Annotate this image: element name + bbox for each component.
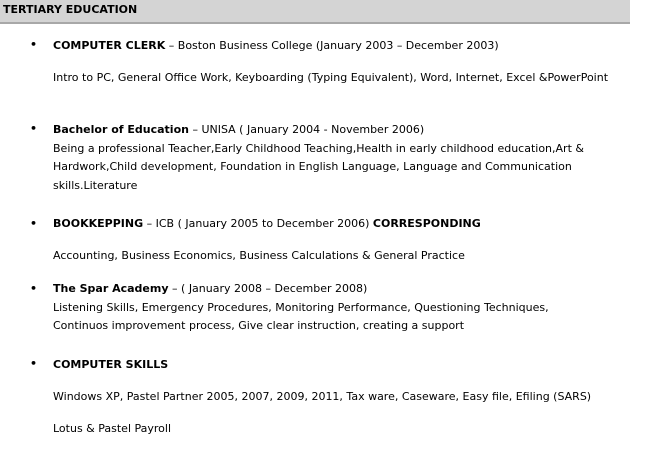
entry-detail: Continuos improvement process, Give clear instruction, creating a support xyxy=(53,319,465,332)
entry-title: COMPUTER SKILLS xyxy=(53,358,169,371)
entry-detail: Hardwork,Child development, Foundation in English Language, Language and Communication xyxy=(53,160,572,173)
entry-detail: Intro to PC, General Office Work, Keyboarding (Typing Equivalent), Word, Internet, Excel &PowerPoint xyxy=(53,71,609,84)
entry-subtitle: – Boston Business College (January 2003 – December 2003) xyxy=(165,39,499,52)
bullet-icon: • xyxy=(30,122,38,135)
entry-heading xyxy=(53,217,481,230)
bullet-icon: • xyxy=(30,282,38,295)
entry-detail: Listening Skills, Emergency Procedures, Monitoring Performance, Questioning Techniques, xyxy=(53,301,549,314)
section-header-bar xyxy=(0,0,630,24)
entry-detail: Lotus & Pastel Payroll xyxy=(53,422,172,435)
bullet-icon: • xyxy=(30,38,38,51)
entry-subtitle: – ICB ( January 2005 to December 2006) xyxy=(143,217,373,230)
section-title: TERTIARY EDUCATION xyxy=(3,3,138,16)
entry-subtitle: – UNISA ( January 2004 - November 2006) xyxy=(188,123,425,136)
entry-title: The Spar Academy xyxy=(53,282,169,295)
entry-title: BOOKKEPPING xyxy=(53,217,144,230)
bullet-icon: • xyxy=(30,217,38,230)
entry-heading xyxy=(53,358,168,371)
entry-title: COMPUTER CLERK xyxy=(53,39,166,52)
entry-title: Bachelor of Education xyxy=(53,123,189,136)
entry-title-suffix: CORRESPONDING xyxy=(372,217,481,230)
entry-detail: Accounting, Business Economics, Business Calculations & General Practice xyxy=(53,249,465,262)
entry-detail: skills.Literature xyxy=(53,179,138,192)
entry-detail: Windows XP, Pastel Partner 2005, 2007, 2009, 2011, Tax ware, Caseware, Easy file, Efiling (SARS) xyxy=(53,390,592,403)
entry-heading xyxy=(53,123,424,136)
entry-detail: Being a professional Teacher,Early Childhood Teaching,Health in early childhood education,Art & xyxy=(53,142,584,155)
entry-subtitle: – ( January 2008 – December 2008) xyxy=(168,282,368,295)
entry-heading xyxy=(53,282,367,295)
entry-heading xyxy=(53,39,499,52)
bullet-icon: • xyxy=(30,357,38,370)
